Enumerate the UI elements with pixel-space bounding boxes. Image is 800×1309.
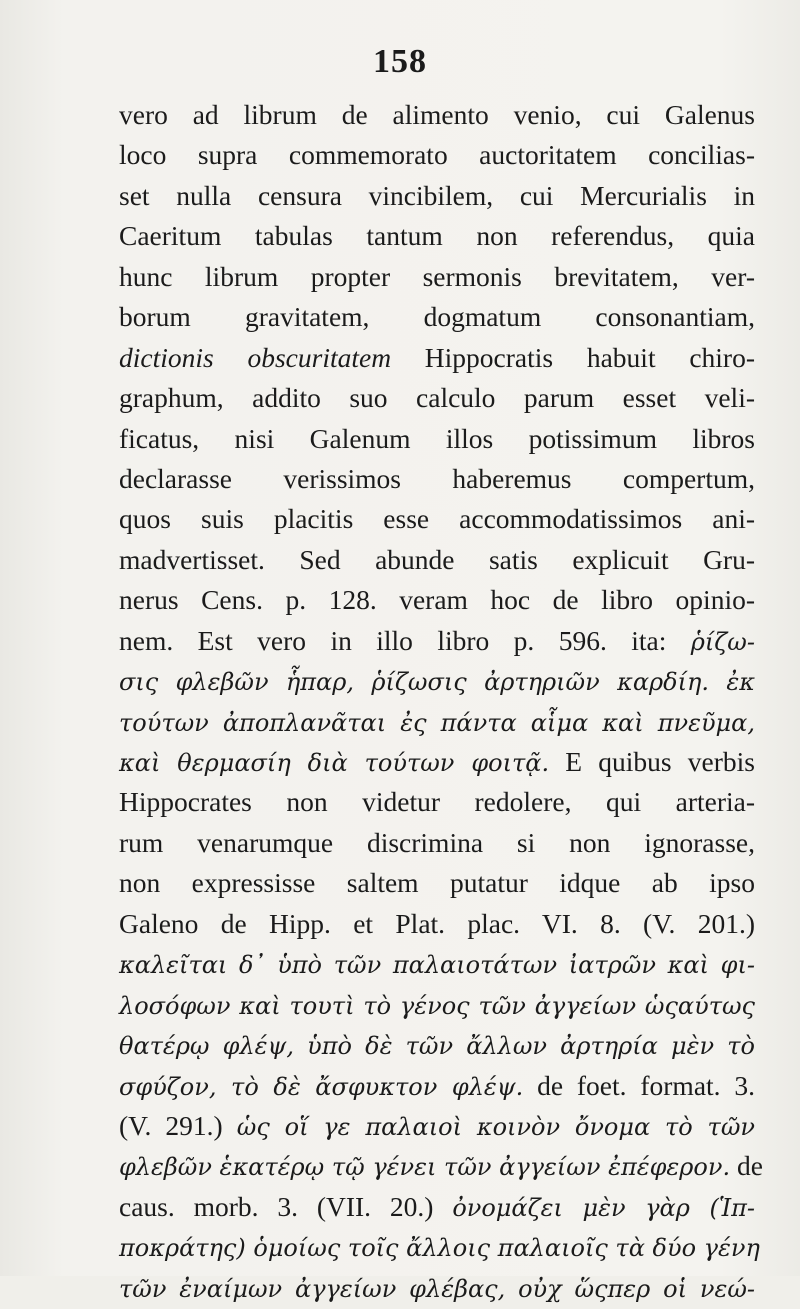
latin-text: declarasse verissimos haberemus compertum, [119, 462, 755, 494]
text-line [119, 823, 755, 863]
text-line [119, 702, 755, 742]
page-number: 158 [373, 43, 427, 80]
latin-text: set nulla censura vincibilem, cui Mercurialis in [119, 179, 755, 211]
text-line [119, 782, 755, 822]
text-line [119, 459, 755, 499]
latin-text: Hippocratis habuit chiro- [391, 341, 755, 373]
text-line [119, 1106, 755, 1146]
text-line [119, 1146, 763, 1186]
text-line [119, 338, 755, 378]
latin-text: Galeno de Hipp. et Plat. plac. VI. 8. (V. 201.) [119, 907, 755, 939]
text-line [119, 621, 755, 661]
latin-text: vero ad librum de alimento venio, cui Galenus [119, 99, 755, 130]
greek-text: καὶ θερμασίη διὰ τούτων φοιτᾷ. [119, 749, 550, 777]
text-line [119, 135, 755, 175]
latin-text: nerus Cens. p. 128. veram hoc de libro opinio- [119, 584, 755, 616]
text-line [119, 257, 755, 297]
text-line [119, 661, 755, 701]
text-line [119, 216, 755, 256]
text-line [119, 1187, 755, 1227]
greek-text: θατέρῳ φλέψ, ὑπὸ δὲ τῶν ἄλλων ἀρτηρία μὲν τὸ [119, 1032, 755, 1061]
latin-text: E quibus verbis [549, 746, 755, 777]
latin-text: loco supra commemorato auctoritatem concilias- [119, 139, 755, 171]
text-line [119, 863, 755, 903]
greek-text: ὀνομάζει μὲν γὰρ (Ἱπ- [452, 1193, 755, 1222]
text-line [119, 742, 755, 782]
latin-text: madvertisset. Sed abunde satis explicuit Gru- [119, 543, 755, 575]
greek-text: τῶν ἐναίμων ἀγγείων φλέβας, οὐχ ὥςπερ οἱ νεώ- [119, 1274, 755, 1303]
greek-text: ποκράτης) ὁμοίως τοῖς ἄλλοις παλαιοῖς τὰ δύο γένη [119, 1234, 760, 1263]
latin-text: rum venarumque discrimina si non ignorasse, [119, 826, 755, 858]
latin-text: de foet. format. 3. [523, 1069, 756, 1101]
latin-text: Hippocrates non videtur redolere, qui arteria- [119, 786, 755, 818]
greek-text: φλεβῶν ἑκατέρῳ τῷ γένει τῶν ἀγγείων ἐπέφερον. [119, 1153, 731, 1182]
text-line [119, 904, 755, 944]
greek-text: λοσόφων καὶ τουτὶ τὸ γένος τῶν ἀγγείων ὡςαύτως [119, 991, 755, 1020]
latin-text: hunc librum propter sermonis brevitatem, ver- [119, 260, 755, 292]
latin-text: Caeritum tabulas tantum non referendus, quia [119, 220, 755, 252]
text-line [119, 499, 755, 539]
text-line [119, 378, 755, 418]
latin-text: non expressisse saltem putatur idque ab ipso [119, 867, 755, 899]
body-text [119, 95, 763, 1308]
greek-text: ῥίζω- [690, 627, 755, 656]
latin-text: borum gravitatem, dogmatum consonantiam, [119, 301, 755, 333]
latin-text: graphum, addito suo calculo parum esset veli- [119, 382, 755, 414]
latin-text: nem. Est vero in illo libro p. 596. ita: [119, 624, 691, 656]
greek-text: ὡς οἵ γε παλαιοὶ κοινὸν ὄνομα τὸ τῶν [236, 1112, 755, 1141]
latin-text: caus. morb. 3. (VII. 20.) [119, 1190, 453, 1222]
greek-text: σφύζον, τὸ δὲ ἄσφυκτον φλέψ. [119, 1072, 524, 1101]
text-line [119, 297, 755, 337]
text-line [119, 419, 755, 459]
text-line [119, 540, 755, 580]
latin-text: (V. 291.) [119, 1109, 237, 1141]
text-line [119, 1066, 755, 1106]
latin-text: ficatus, nisi Galenum illos potissimum libros [119, 422, 755, 454]
text-line [119, 176, 755, 216]
greek-text: τούτων ἀποπλανᾶται ἐς πάντα αἷμα καὶ πνεῦμα, [119, 708, 755, 737]
text-line [119, 1268, 755, 1308]
latin-text: de [730, 1150, 763, 1182]
text-line [119, 95, 755, 135]
greek-text: σις φλεβῶν ἧπαρ, ῥίζωσις ἀρτηριῶν καρδίη. ἐκ [119, 668, 755, 697]
text-line [119, 580, 755, 620]
greek-text: καλεῖται δ᾽ ὑπὸ τῶν παλαιοτάτων ἰατρῶν καὶ φι- [119, 951, 755, 980]
text-line [119, 1025, 755, 1065]
text-line [119, 985, 755, 1025]
latin-text: quos suis placitis esse accommodatissimos ani- [119, 503, 755, 535]
latin-text: dictionis obscuritatem [119, 341, 392, 373]
text-line [119, 944, 755, 984]
text-line [119, 1227, 760, 1267]
